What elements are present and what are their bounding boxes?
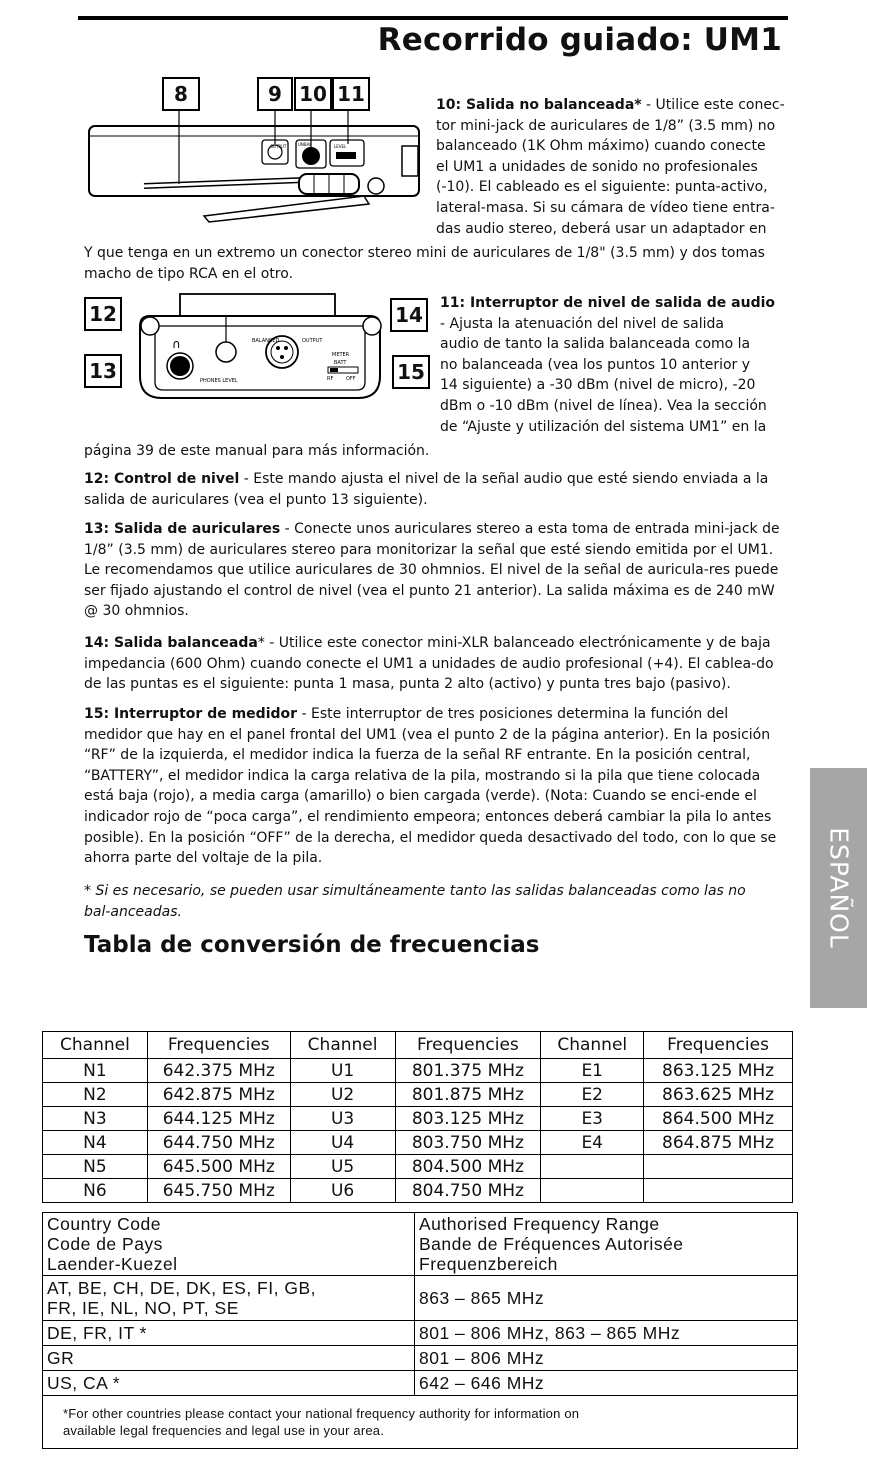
para-13-body: - Conecte unos auriculares stereo a esta toma de entrada mini-jack de 1/8” (3.5 mm) de auriculares stereo para monitorizar la señal que esté siendo emitida por el UM1. Le recomendamos que utilice auriculares de 30 ohmnios. El nivel de la señal de auricula-res puede ser fijado ajustando el control de nivel (vea el punto 21 anterior). La salida máxima es de 240 mW @ 30 ohmnios. — [84, 521, 780, 620]
para-11-line: 14 siguiente) a -30 dBm (nivel de micro), -20 — [440, 377, 756, 394]
table-cell: U2 — [290, 1083, 395, 1107]
para-15-body: - Este interruptor de tres posiciones determina la función del medidor que hay en el panel frontal del UM1 (vea el punto 2 de la página anterior). En la posición “RF” de la izquierda, el medidor indica la fuerza de la señal RF entrante. En la posición central, “BATTERY”, el medidor indica la carga relativa de la pila, mostrando si la pila que tiene colocada está baja (rojo), a media carga (amarillo) o bien cargada (verde). (Nota: Cuando se enci-ende el indicador rojo de “poca carga”, el rendimiento empeora; entonces deberá cambiar la pila lo antes posible). En la posición “OFF” de la derecha, el medidor queda desactivado del todo, con lo que se ahorra parte del voltaje de la pila. — [84, 706, 777, 867]
table-row — [43, 1107, 793, 1131]
table-cell: 645.500 MHz — [147, 1155, 290, 1179]
table-cell: 642.375 MHz — [147, 1059, 290, 1083]
table-header-row — [43, 1032, 793, 1059]
para-11 — [440, 293, 775, 437]
table-cell: N2 — [43, 1083, 148, 1107]
range-header-en: Authorised Frequency Range — [419, 1214, 660, 1234]
country-line: AT, BE, CH, DE, DK, ES, FI, GB, — [47, 1278, 316, 1298]
para-11-heading: 11: Interruptor de nivel de salida de audio — [440, 295, 776, 311]
para-10-line: lateral-masa. Si su cámara de vídeo tiene entra- — [436, 199, 775, 216]
header-cell: Channel — [541, 1032, 644, 1059]
table-cell: 804.750 MHz — [395, 1179, 541, 1203]
header-cell: Channel — [43, 1032, 148, 1059]
header-cell: Frequencies — [395, 1032, 541, 1059]
table-cell — [644, 1155, 793, 1179]
table-cell: 644.125 MHz — [147, 1107, 290, 1131]
table-cell: U6 — [290, 1179, 395, 1203]
table-cell: E1 — [541, 1059, 644, 1083]
table-row — [43, 1131, 793, 1155]
country-code-fr: Code de Pays — [47, 1234, 163, 1254]
table-cell: 864.500 MHz — [644, 1107, 793, 1131]
table-cell: N6 — [43, 1179, 148, 1203]
para-15-heading: 15: Interruptor de medidor — [84, 706, 298, 722]
para-13 — [84, 519, 784, 622]
header-cell: Frequencies — [644, 1032, 793, 1059]
table-row — [43, 1276, 798, 1321]
footnote-note: * Si es necesario, se pueden usar simultáneamente tanto las salidas balanceadas como las no bal-anceadas. — [84, 883, 746, 920]
table-cell: 801.375 MHz — [395, 1059, 541, 1083]
para-10-cont — [84, 243, 765, 284]
para-12-heading: 12: Control de nivel — [84, 471, 240, 487]
table-cell — [541, 1179, 644, 1203]
balanced-label: BALANCED — [252, 338, 280, 344]
table-footnote — [43, 1396, 798, 1449]
para-10 — [436, 95, 785, 239]
table-row — [43, 1179, 793, 1203]
table-cell: 804.500 MHz — [395, 1155, 541, 1179]
um1-top-illustration — [120, 290, 420, 410]
rf-label: RF — [327, 376, 334, 382]
footnote-line: *For other countries please contact your national frequency authority for information on — [63, 1406, 580, 1421]
table-cell — [541, 1155, 644, 1179]
para-13-heading: 13: Salida de auriculares — [84, 521, 281, 537]
table-cell: 644.750 MHz — [147, 1131, 290, 1155]
country-cell: DE, FR, IT * — [43, 1321, 415, 1346]
para-10-line: el UM1 a unidades de sonido no profesionales — [436, 158, 758, 175]
para-14-body: * - Utilice este conector mini-XLR balanceado electrónicamente y de baja impedancia (600 Ohm) cuando conecte el UM1 a unidades de audio profesional (+4). El cablea-do de las puntas es el siguiente: punta 1 masa, punta 2 alto (activo) y punta tres bajo (pasivo). — [84, 635, 774, 693]
para-10-line: Y que tenga en un extremo un conector stereo mini de auriculares de 1/8" (3.5 mm) y dos tomas — [84, 245, 765, 261]
header-cell: Channel — [290, 1032, 395, 1059]
para-11-cont: página 39 de este manual para más información. — [84, 443, 430, 459]
country-header-cell — [43, 1213, 415, 1276]
callout-11: 11 — [332, 77, 370, 111]
callout-15: 15 — [392, 355, 430, 389]
table-cell: U4 — [290, 1131, 395, 1155]
language-label: ESPAÑOL — [824, 827, 853, 949]
headphones-icon: ∩ — [172, 337, 181, 351]
para-10-heading: 10: Salida no balanceada* — [436, 97, 642, 113]
table-cell: 863.625 MHz — [644, 1083, 793, 1107]
callout-12: 12 — [84, 297, 122, 331]
para-11-line: de “Ajuste y utilización del sistema UM1” en la — [440, 418, 767, 435]
table-cell — [644, 1179, 793, 1203]
top-rule — [78, 16, 788, 20]
frequency-table — [42, 1031, 793, 1203]
country-code-de: Laender-Kuezel — [47, 1254, 178, 1274]
output-small-label: OUTPUT — [270, 144, 287, 149]
para-12-body: - Este mando ajusta el nivel de la señal audio que esté siendo enviada a la salida de auriculares (vea el punto 13 siguiente). — [84, 471, 769, 508]
country-header-row — [43, 1213, 798, 1276]
callout-8: 8 — [162, 77, 200, 111]
language-side-tab — [810, 768, 867, 1008]
para-10-line: macho de tipo RCA en el otro. — [84, 265, 294, 282]
table-cell: N5 — [43, 1155, 148, 1179]
callout-13: 13 — [84, 354, 122, 388]
table-cell: 803.125 MHz — [395, 1107, 541, 1131]
table-cell: 863.125 MHz — [644, 1059, 793, 1083]
para-10-line: (-10). El cableado es el siguiente: punta-activo, — [436, 179, 768, 196]
table-cell: U1 — [290, 1059, 395, 1083]
para-10-line: - Utilice este conec- — [641, 97, 785, 113]
table-row — [43, 1371, 798, 1396]
para-10-line: tor mini-jack de auriculares de 1/8” (3.5 mm) no — [436, 117, 776, 134]
range-header-cell — [415, 1213, 798, 1276]
range-cell: 801 – 806 MHz, 863 – 865 MHz — [415, 1321, 798, 1346]
table-cell: U5 — [290, 1155, 395, 1179]
country-line: FR, IE, NL, NO, PT, SE — [47, 1298, 239, 1318]
country-code-en: Country Code — [47, 1214, 161, 1234]
table-row — [43, 1083, 793, 1107]
range-cell: 801 – 806 MHz — [415, 1346, 798, 1371]
table-cell: N1 — [43, 1059, 148, 1083]
range-cell: 642 – 646 MHz — [415, 1371, 798, 1396]
output-label: OUTPUT — [302, 338, 323, 344]
header-cell: Frequencies — [147, 1032, 290, 1059]
para-11-line: - Ajusta la atenuación del nivel de salida — [440, 315, 724, 332]
table-cell: 645.750 MHz — [147, 1179, 290, 1203]
callout-9: 9 — [257, 77, 293, 111]
para-14 — [84, 633, 784, 695]
range-cell: 863 – 865 MHz — [415, 1276, 798, 1321]
section-title: Tabla de conversión de frecuencias — [84, 932, 540, 958]
range-header-fr: Bande de Fréquences Autorisée — [419, 1234, 684, 1254]
para-10-line: balanceado (1K Ohm máximo) cuando conecte — [436, 138, 766, 155]
page-title: Recorrido guiado: UM1 — [377, 22, 782, 58]
level-small-label: LEVEL — [334, 144, 347, 149]
table-cell: E2 — [541, 1083, 644, 1107]
footnote-line: available legal frequencies and legal use in your area. — [63, 1423, 385, 1438]
country-cell: US, CA * — [43, 1371, 415, 1396]
para-11-line: dBm o -10 dBm (nivel de línea). Vea la sección — [440, 397, 767, 414]
table-row — [43, 1346, 798, 1371]
table-footnote-row — [43, 1396, 798, 1449]
table-cell: U3 — [290, 1107, 395, 1131]
batt-label: BATT — [334, 360, 347, 366]
table-cell: 642.875 MHz — [147, 1083, 290, 1107]
table-cell: E3 — [541, 1107, 644, 1131]
callout-14: 14 — [390, 298, 428, 332]
para-11-line: no balanceada (vea los puntos 10 anterior y — [440, 356, 751, 373]
table-cell: 803.750 MHz — [395, 1131, 541, 1155]
meter-label: METER — [332, 352, 350, 358]
para-11-line: audio de tanto la salida balanceada como la — [440, 336, 751, 353]
table-row — [43, 1321, 798, 1346]
para-12 — [84, 469, 784, 510]
country-cell: GR — [43, 1346, 415, 1371]
table-cell: N3 — [43, 1107, 148, 1131]
unbal-label: UNBAL — [298, 142, 312, 147]
country-code-table — [42, 1212, 798, 1449]
table-row — [43, 1155, 793, 1179]
table-row — [43, 1059, 793, 1083]
table-cell: 864.875 MHz — [644, 1131, 793, 1155]
table-cell: E4 — [541, 1131, 644, 1155]
para-14-heading: 14: Salida balanceada — [84, 635, 258, 651]
callout-10: 10 — [294, 77, 332, 111]
table-cell: 801.875 MHz — [395, 1083, 541, 1107]
country-cell — [43, 1276, 415, 1321]
para-15 — [84, 704, 788, 869]
off-label: OFF — [346, 376, 356, 382]
para-10-line: das audio stereo, deberá usar un adaptador en — [436, 220, 767, 237]
range-header-de: Frequenzbereich — [419, 1254, 558, 1274]
phones-level-label: PHONES LEVEL — [200, 378, 238, 384]
table-cell: N4 — [43, 1131, 148, 1155]
